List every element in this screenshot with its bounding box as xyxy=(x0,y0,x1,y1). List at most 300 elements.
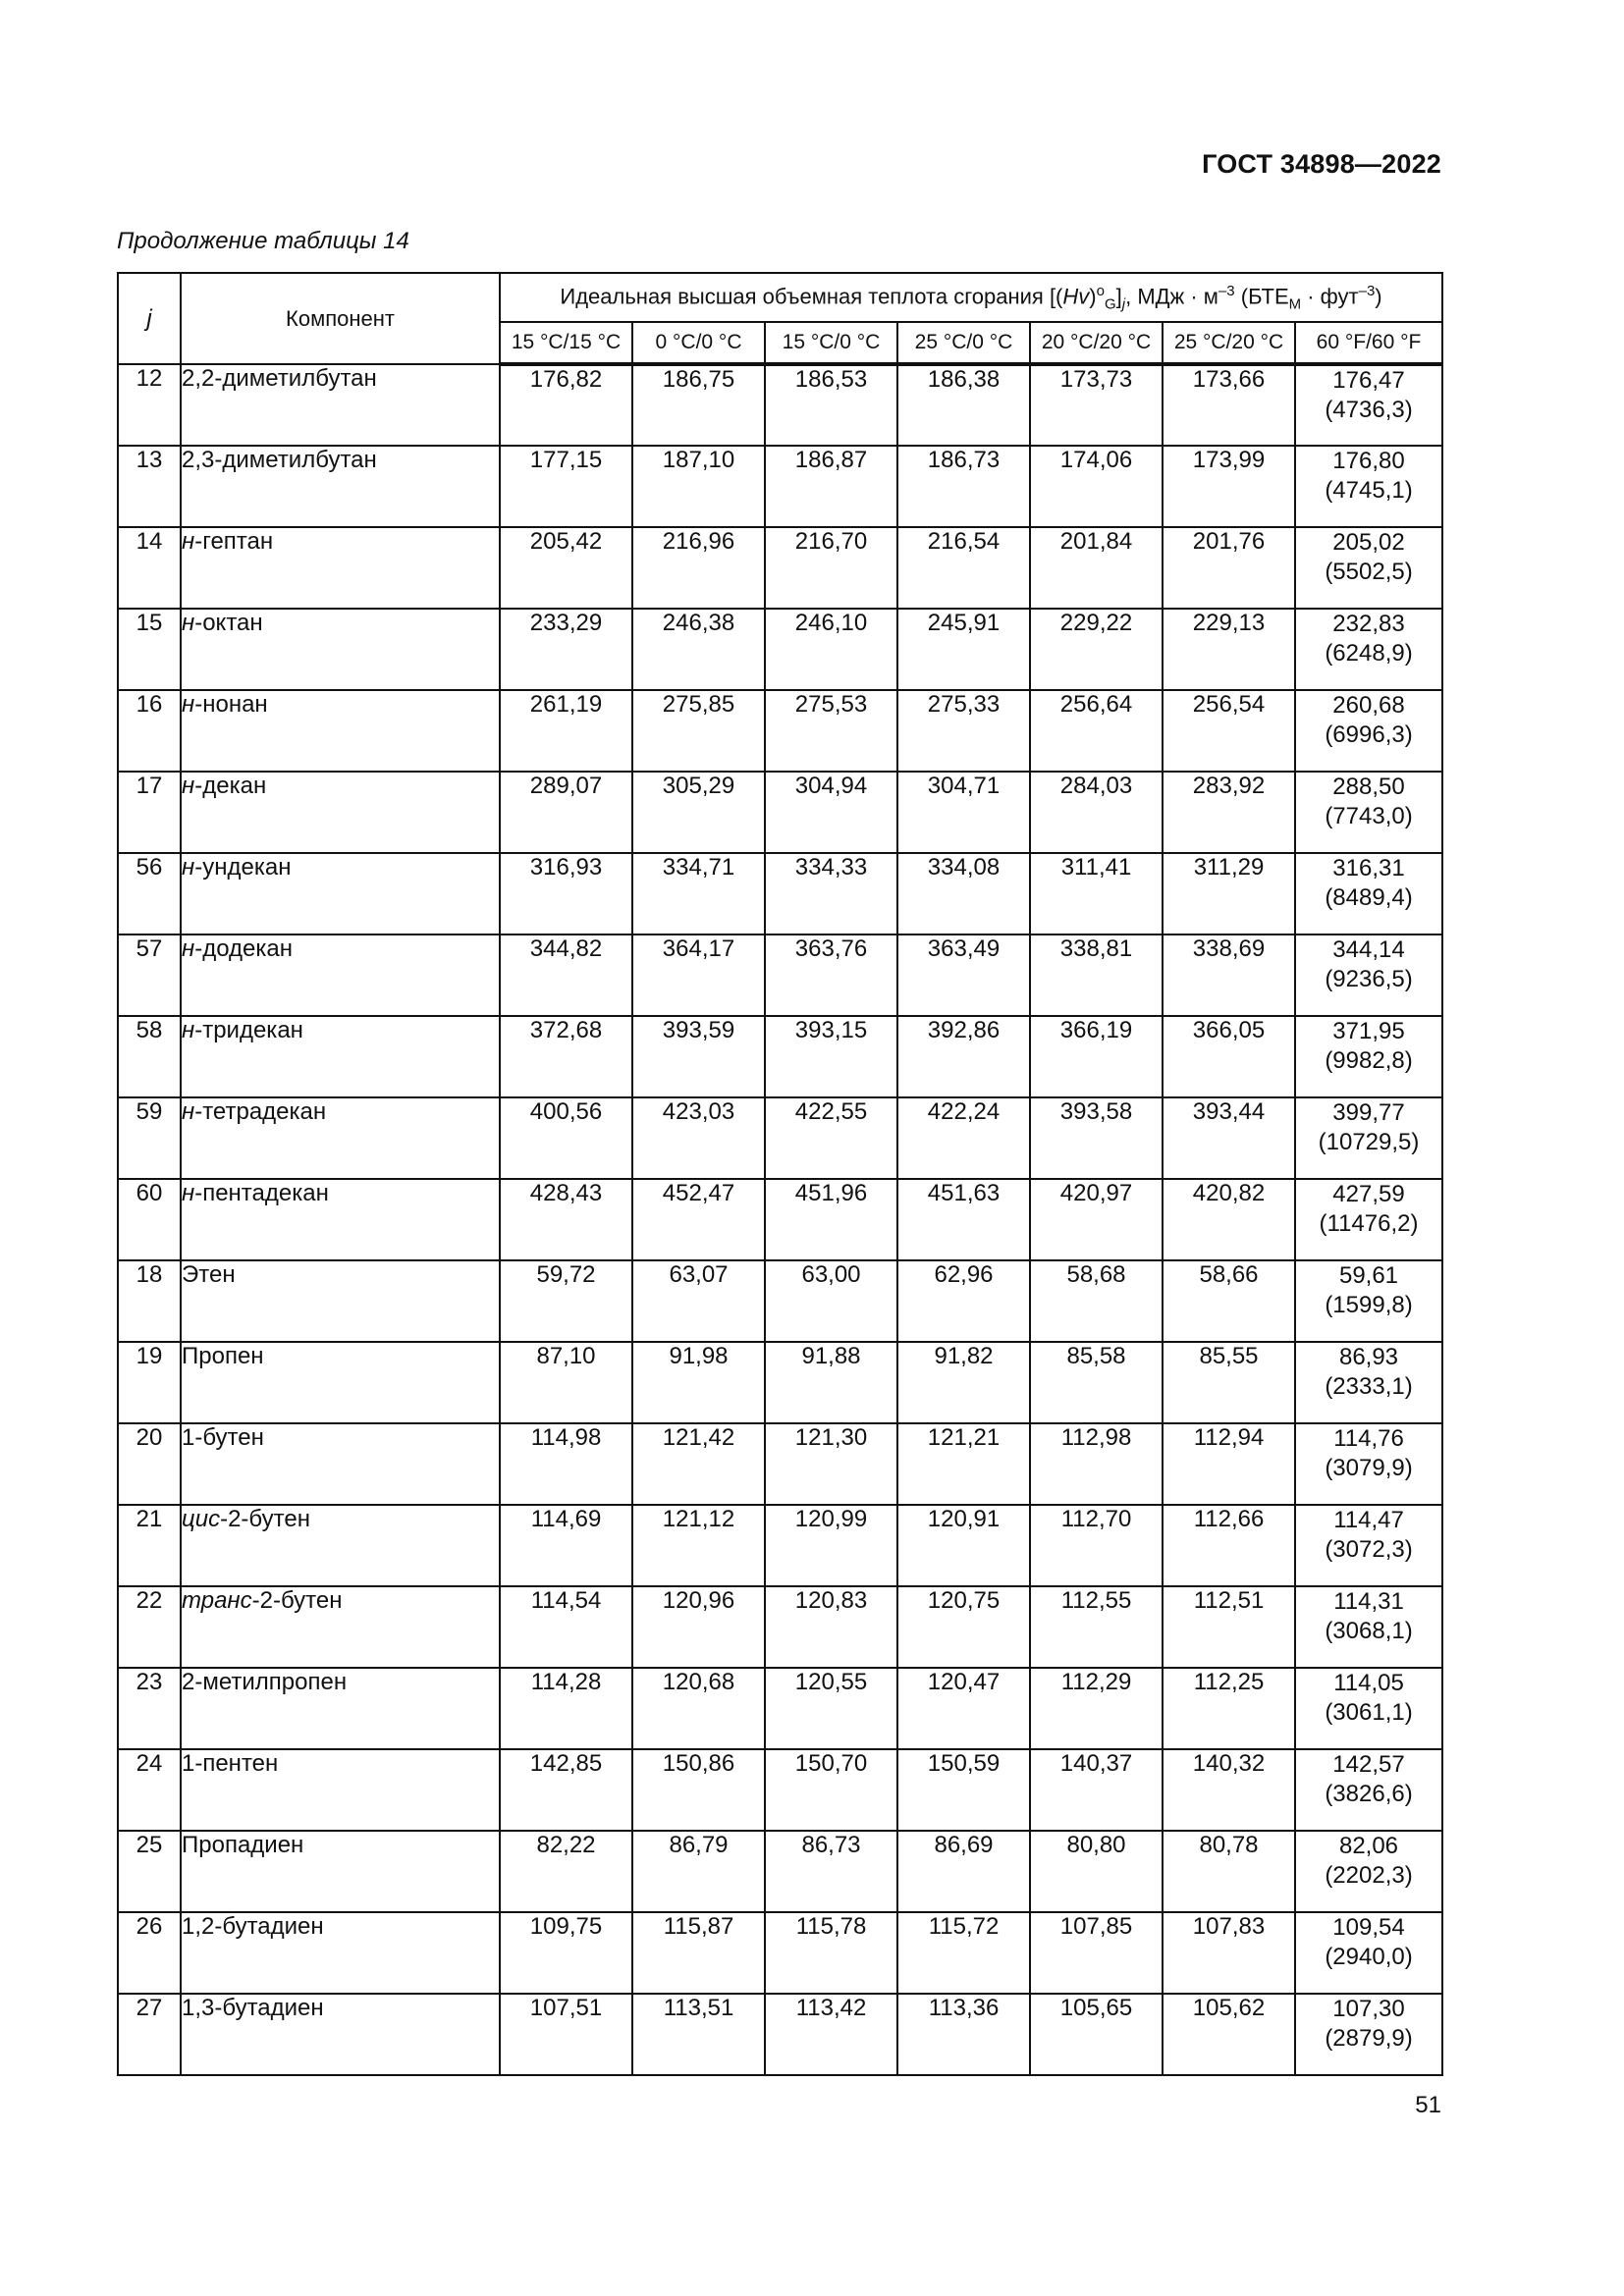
cell-j: 17 xyxy=(118,772,181,853)
document-code: ГОСТ 34898—2022 xyxy=(1202,149,1441,179)
cell-value: 186,75 xyxy=(632,364,765,446)
cell-value: 363,49 xyxy=(897,934,1030,1016)
component-name: 2-метилпропен xyxy=(182,1669,348,1695)
cell-value: 393,44 xyxy=(1163,1097,1295,1179)
cell-value: 201,76 xyxy=(1163,527,1295,609)
cell-value: 121,42 xyxy=(632,1423,765,1505)
cell-value: 246,38 xyxy=(632,609,765,690)
cell-value: 275,33 xyxy=(897,690,1030,772)
value-btu: (8489,4) xyxy=(1325,884,1413,911)
component-name: -2-бутен xyxy=(251,1587,343,1614)
cell-component xyxy=(181,446,500,527)
value-mj: 176,47 xyxy=(1332,367,1405,394)
cell-value: 338,81 xyxy=(1030,934,1163,1016)
cell-value: 229,13 xyxy=(1163,609,1295,690)
component-name: 1-бутен xyxy=(182,1424,264,1451)
cell-value-60f xyxy=(1295,1668,1442,1749)
table-row xyxy=(118,1749,1442,1831)
component-prefix: н xyxy=(182,773,195,799)
cell-value: 452,47 xyxy=(632,1179,765,1260)
cell-value: 58,66 xyxy=(1163,1260,1295,1342)
cell-component xyxy=(181,1179,500,1260)
value-mj: 371,95 xyxy=(1332,1018,1405,1044)
heat-units-sub: М xyxy=(1288,295,1302,313)
cell-value: 114,28 xyxy=(500,1668,632,1749)
component-prefix: н xyxy=(182,528,195,555)
component-prefix: н xyxy=(182,1098,195,1125)
value-mj: 176,80 xyxy=(1332,448,1405,474)
component-name: Этен xyxy=(182,1261,236,1288)
component-name: Пропадиен xyxy=(182,1832,304,1858)
cell-value: 334,08 xyxy=(897,853,1030,934)
condition-header: 20 °C/20 °C xyxy=(1030,322,1163,364)
value-btu: (3079,9) xyxy=(1325,1455,1413,1481)
cell-value: 334,71 xyxy=(632,853,765,934)
cell-value: 112,55 xyxy=(1030,1586,1163,1668)
cell-value: 86,79 xyxy=(632,1831,765,1912)
cell-value: 59,72 xyxy=(500,1260,632,1342)
cell-value: 261,19 xyxy=(500,690,632,772)
cell-value: 422,55 xyxy=(765,1097,897,1179)
cell-component xyxy=(181,1260,500,1342)
value-btu: (9982,8) xyxy=(1325,1047,1413,1074)
cell-value: 150,86 xyxy=(632,1749,765,1831)
component-name: -пентадекан xyxy=(194,1180,329,1206)
heat-units-b: (БТЕ xyxy=(1234,283,1289,308)
cell-j: 21 xyxy=(118,1505,181,1586)
value-btu: (2333,1) xyxy=(1325,1373,1413,1400)
heat-sub-j: j xyxy=(1121,295,1126,313)
value-mj: 260,68 xyxy=(1332,692,1405,719)
condition-header: 25 °C/20 °C xyxy=(1163,322,1295,364)
cell-component xyxy=(181,1423,500,1505)
cell-value: 121,21 xyxy=(897,1423,1030,1505)
cell-component xyxy=(181,609,500,690)
component-name: 1,3-бутадиен xyxy=(182,1995,324,2021)
cell-value: 113,51 xyxy=(632,1994,765,2075)
cell-value: 256,64 xyxy=(1030,690,1163,772)
table-row xyxy=(118,1423,1442,1505)
cell-value: 186,53 xyxy=(765,364,897,446)
value-btu: (2940,0) xyxy=(1325,1944,1413,1970)
cell-value: 150,70 xyxy=(765,1749,897,1831)
component-name: -тридекан xyxy=(194,1017,303,1043)
value-btu: (10729,5) xyxy=(1318,1129,1420,1155)
cell-j: 12 xyxy=(118,364,181,446)
cell-value: 229,22 xyxy=(1030,609,1163,690)
cell-value: 173,66 xyxy=(1163,364,1295,446)
cell-value: 80,78 xyxy=(1163,1831,1295,1912)
cell-value: 392,86 xyxy=(897,1016,1030,1097)
cell-value-60f xyxy=(1295,1260,1442,1342)
value-mj: 107,30 xyxy=(1332,1996,1405,2022)
table-row xyxy=(118,364,1442,446)
cell-value: 121,12 xyxy=(632,1505,765,1586)
heat-sup-o: o xyxy=(1096,282,1105,299)
cell-value: 283,92 xyxy=(1163,772,1295,853)
cell-value: 187,10 xyxy=(632,446,765,527)
component-name: 2,2-диметилбутан xyxy=(182,365,377,392)
cell-component xyxy=(181,1749,500,1831)
value-btu: (4736,3) xyxy=(1325,397,1413,423)
cell-value: 316,93 xyxy=(500,853,632,934)
value-mj: 114,47 xyxy=(1333,1507,1404,1533)
column-header-j: j xyxy=(118,273,181,364)
cell-value: 423,03 xyxy=(632,1097,765,1179)
value-mj: 232,83 xyxy=(1332,611,1405,637)
cell-value: 120,47 xyxy=(897,1668,1030,1749)
cell-value: 87,10 xyxy=(500,1342,632,1423)
table-row xyxy=(118,1342,1442,1423)
cell-j: 22 xyxy=(118,1586,181,1668)
value-btu: (2879,9) xyxy=(1325,2025,1413,2052)
cell-value: 112,70 xyxy=(1030,1505,1163,1586)
value-mj: 114,31 xyxy=(1333,1588,1404,1615)
cell-value: 216,70 xyxy=(765,527,897,609)
cell-component xyxy=(181,364,500,446)
cell-value: 80,80 xyxy=(1030,1831,1163,1912)
cell-j: 56 xyxy=(118,853,181,934)
component-name: -ундекан xyxy=(194,854,292,881)
value-mj: 59,61 xyxy=(1338,1262,1399,1289)
component-prefix: н xyxy=(182,1180,195,1206)
cell-value: 216,54 xyxy=(897,527,1030,609)
cell-j: 25 xyxy=(118,1831,181,1912)
value-mj: 344,14 xyxy=(1332,936,1405,963)
cell-value: 120,83 xyxy=(765,1586,897,1668)
cell-value: 62,96 xyxy=(897,1260,1030,1342)
cell-component xyxy=(181,1668,500,1749)
cell-value: 422,24 xyxy=(897,1097,1030,1179)
component-name: 2,3-диметилбутан xyxy=(182,447,377,473)
table-row xyxy=(118,1586,1442,1668)
value-mj: 109,54 xyxy=(1332,1914,1405,1941)
cell-value: 366,19 xyxy=(1030,1016,1163,1097)
component-name: Пропен xyxy=(182,1343,264,1369)
cell-value: 112,29 xyxy=(1030,1668,1163,1749)
table-row xyxy=(118,934,1442,1016)
table-caption: Продолжение таблицы 14 xyxy=(117,228,409,254)
table-row xyxy=(118,853,1442,934)
cell-value: 174,06 xyxy=(1030,446,1163,527)
value-btu: (4745,1) xyxy=(1325,477,1413,504)
cell-value: 114,98 xyxy=(500,1423,632,1505)
cell-value-60f xyxy=(1295,446,1442,527)
value-mj: 114,05 xyxy=(1333,1670,1404,1696)
cell-value: 256,54 xyxy=(1163,690,1295,772)
value-btu: (3068,1) xyxy=(1325,1618,1413,1644)
component-name: -додекан xyxy=(194,935,294,962)
cell-value: 176,82 xyxy=(500,364,632,446)
component-prefix: н xyxy=(182,854,195,881)
cell-value-60f xyxy=(1295,1505,1442,1586)
cell-value-60f xyxy=(1295,1912,1442,1994)
cell-value: 275,85 xyxy=(632,690,765,772)
cell-value-60f xyxy=(1295,934,1442,1016)
cell-value-60f xyxy=(1295,1831,1442,1912)
cell-value-60f xyxy=(1295,364,1442,446)
cell-j: 58 xyxy=(118,1016,181,1097)
cell-value: 58,68 xyxy=(1030,1260,1163,1342)
cell-value: 275,53 xyxy=(765,690,897,772)
table-row xyxy=(118,1179,1442,1260)
component-prefix: н xyxy=(182,1017,195,1043)
cell-value: 115,78 xyxy=(765,1912,897,1994)
value-mj: 142,57 xyxy=(1332,1751,1405,1778)
cell-value: 344,82 xyxy=(500,934,632,1016)
cell-value: 420,82 xyxy=(1163,1179,1295,1260)
condition-header: 0 °C/0 °C xyxy=(632,322,765,364)
cell-value: 91,88 xyxy=(765,1342,897,1423)
cell-value: 140,32 xyxy=(1163,1749,1295,1831)
cell-value: 364,17 xyxy=(632,934,765,1016)
cell-value: 120,91 xyxy=(897,1505,1030,1586)
cell-value: 311,41 xyxy=(1030,853,1163,934)
cell-value: 150,59 xyxy=(897,1749,1030,1831)
cell-value: 115,87 xyxy=(632,1912,765,1994)
cell-value: 91,82 xyxy=(897,1342,1030,1423)
column-header-component: Компонент xyxy=(181,273,500,364)
cell-value: 451,63 xyxy=(897,1179,1030,1260)
cell-value: 107,85 xyxy=(1030,1912,1163,1994)
cell-value: 86,69 xyxy=(897,1831,1030,1912)
cell-component xyxy=(181,934,500,1016)
cell-component xyxy=(181,690,500,772)
component-prefix: н xyxy=(182,691,195,718)
cell-value: 109,75 xyxy=(500,1912,632,1994)
component-name: -октан xyxy=(194,610,263,636)
cell-value: 420,97 xyxy=(1030,1179,1163,1260)
cell-value: 115,72 xyxy=(897,1912,1030,1994)
component-name: -декан xyxy=(194,773,267,799)
cell-value: 113,42 xyxy=(765,1994,897,2075)
value-btu: (3061,1) xyxy=(1325,1699,1413,1726)
cell-value: 173,99 xyxy=(1163,446,1295,527)
cell-value-60f xyxy=(1295,1016,1442,1097)
cell-component xyxy=(181,1912,500,1994)
cell-value: 112,66 xyxy=(1163,1505,1295,1586)
value-btu: (3072,3) xyxy=(1325,1536,1413,1563)
value-mj: 205,02 xyxy=(1332,529,1405,556)
cell-value: 393,15 xyxy=(765,1016,897,1097)
cell-value: 304,71 xyxy=(897,772,1030,853)
cell-component xyxy=(181,1342,500,1423)
table-row xyxy=(118,527,1442,609)
value-btu: (6248,9) xyxy=(1325,640,1413,667)
cell-value: 305,29 xyxy=(632,772,765,853)
cell-component xyxy=(181,1016,500,1097)
cell-value: 205,42 xyxy=(500,527,632,609)
cell-value: 86,73 xyxy=(765,1831,897,1912)
cell-j: 26 xyxy=(118,1912,181,1994)
cell-value: 85,58 xyxy=(1030,1342,1163,1423)
cell-component xyxy=(181,772,500,853)
page-number: 51 xyxy=(1415,2092,1441,2118)
cell-value: 142,85 xyxy=(500,1749,632,1831)
cell-value: 284,03 xyxy=(1030,772,1163,853)
condition-header: 60 °F/60 °F xyxy=(1295,322,1442,364)
component-prefix: цис xyxy=(182,1506,221,1532)
value-mj: 427,59 xyxy=(1332,1181,1405,1207)
table-row xyxy=(118,772,1442,853)
value-btu: (7743,0) xyxy=(1325,803,1413,829)
cell-component xyxy=(181,527,500,609)
cell-value: 201,84 xyxy=(1030,527,1163,609)
cell-value-60f xyxy=(1295,527,1442,609)
cell-value: 451,96 xyxy=(765,1179,897,1260)
value-btu: (9236,5) xyxy=(1325,966,1413,992)
cell-value: 120,75 xyxy=(897,1586,1030,1668)
heat-hv: Hv xyxy=(1062,283,1090,308)
table-row xyxy=(118,1831,1442,1912)
cell-value: 233,29 xyxy=(500,609,632,690)
cell-value: 105,62 xyxy=(1163,1994,1295,2075)
heat-prefix: Идеальная высшая объемная теплота сгорания [( xyxy=(560,283,1063,308)
cell-value: 112,51 xyxy=(1163,1586,1295,1668)
cell-value-60f xyxy=(1295,1423,1442,1505)
cell-value: 428,43 xyxy=(500,1179,632,1260)
cell-value: 366,05 xyxy=(1163,1016,1295,1097)
cell-value: 63,07 xyxy=(632,1260,765,1342)
cell-value: 400,56 xyxy=(500,1097,632,1179)
heat-units-d: ) xyxy=(1375,283,1382,308)
table-row xyxy=(118,690,1442,772)
condition-header: 15 °C/0 °C xyxy=(765,322,897,364)
cell-j: 60 xyxy=(118,1179,181,1260)
cell-value-60f xyxy=(1295,690,1442,772)
value-btu: (1599,8) xyxy=(1325,1292,1413,1318)
cell-value-60f xyxy=(1295,1342,1442,1423)
value-mj: 86,93 xyxy=(1338,1344,1399,1370)
cell-value-60f xyxy=(1295,1586,1442,1668)
component-prefix: н xyxy=(182,610,195,636)
heat-of-combustion-table xyxy=(117,272,1443,2076)
heat-sub-g: G xyxy=(1104,295,1116,313)
heat-units-exp: –3 xyxy=(1218,282,1235,299)
cell-value: 393,59 xyxy=(632,1016,765,1097)
cell-value: 82,22 xyxy=(500,1831,632,1912)
value-mj: 114,76 xyxy=(1333,1425,1404,1452)
heat-units-a: , МДж · м xyxy=(1125,283,1218,308)
cell-j: 19 xyxy=(118,1342,181,1423)
cell-component xyxy=(181,1505,500,1586)
cell-value: 177,15 xyxy=(500,446,632,527)
cell-j: 23 xyxy=(118,1668,181,1749)
component-name: -нонан xyxy=(194,691,268,718)
cell-value: 363,76 xyxy=(765,934,897,1016)
cell-value: 372,68 xyxy=(500,1016,632,1097)
cell-value-60f xyxy=(1295,1179,1442,1260)
cell-component xyxy=(181,1586,500,1668)
value-mj: 82,06 xyxy=(1338,1833,1399,1859)
cell-value-60f xyxy=(1295,1994,1442,2075)
condition-header: 15 °C/15 °C xyxy=(500,322,632,364)
cell-value: 105,65 xyxy=(1030,1994,1163,2075)
cell-j: 15 xyxy=(118,609,181,690)
cell-value: 338,69 xyxy=(1163,934,1295,1016)
table-row xyxy=(118,1668,1442,1749)
table-row xyxy=(118,1505,1442,1586)
cell-value: 107,51 xyxy=(500,1994,632,2075)
cell-j: 18 xyxy=(118,1260,181,1342)
table-row xyxy=(118,1097,1442,1179)
cell-value: 393,58 xyxy=(1030,1097,1163,1179)
cell-j: 20 xyxy=(118,1423,181,1505)
cell-component xyxy=(181,1994,500,2075)
cell-value-60f xyxy=(1295,1097,1442,1179)
cell-j: 59 xyxy=(118,1097,181,1179)
cell-value: 91,98 xyxy=(632,1342,765,1423)
cell-value: 120,55 xyxy=(765,1668,897,1749)
cell-value: 107,83 xyxy=(1163,1912,1295,1994)
table-row xyxy=(118,1994,1442,2075)
cell-value: 289,07 xyxy=(500,772,632,853)
cell-value-60f xyxy=(1295,853,1442,934)
cell-value: 114,54 xyxy=(500,1586,632,1668)
column-header-heat: Идеальная высшая объемная теплота сгорания $[(Hv)^o_G]_j$, МДж · $м^{-3}$ $(БТЕ_М \cdot фут^{-3})$ xyxy=(500,273,1442,322)
heat-units-c: · фут xyxy=(1301,283,1359,308)
component-prefix: транс xyxy=(182,1587,252,1614)
component-name: -2-бутен xyxy=(220,1506,310,1532)
component-name: -тетрадекан xyxy=(194,1098,327,1125)
cell-value: 120,96 xyxy=(632,1586,765,1668)
value-btu: (6996,3) xyxy=(1325,721,1413,748)
value-btu: (5502,5) xyxy=(1325,559,1413,585)
cell-value: 120,68 xyxy=(632,1668,765,1749)
value-btu: (11476,2) xyxy=(1319,1210,1419,1237)
condition-header: 25 °C/0 °C xyxy=(897,322,1030,364)
table-row xyxy=(118,446,1442,527)
component-prefix: н xyxy=(182,935,195,962)
heat-units-exp2: –3 xyxy=(1358,282,1376,299)
cell-value: 334,33 xyxy=(765,853,897,934)
cell-value: 121,30 xyxy=(765,1423,897,1505)
cell-value: 186,87 xyxy=(765,446,897,527)
value-mj: 316,31 xyxy=(1332,855,1405,881)
cell-value: 63,00 xyxy=(765,1260,897,1342)
cell-j: 13 xyxy=(118,446,181,527)
table-row xyxy=(118,1016,1442,1097)
value-btu: (3826,6) xyxy=(1325,1781,1413,1807)
cell-value-60f xyxy=(1295,609,1442,690)
cell-component xyxy=(181,853,500,934)
cell-value: 114,69 xyxy=(500,1505,632,1586)
cell-value-60f xyxy=(1295,772,1442,853)
cell-value: 112,98 xyxy=(1030,1423,1163,1505)
cell-value: 245,91 xyxy=(897,609,1030,690)
cell-value: 112,25 xyxy=(1163,1668,1295,1749)
cell-component xyxy=(181,1831,500,1912)
value-btu: (2202,3) xyxy=(1325,1862,1413,1889)
component-name: -гептан xyxy=(194,528,274,555)
value-mj: 399,77 xyxy=(1332,1099,1405,1126)
heat-mid: ] xyxy=(1115,283,1122,308)
cell-value: 173,73 xyxy=(1030,364,1163,446)
cell-j: 14 xyxy=(118,527,181,609)
cell-j: 24 xyxy=(118,1749,181,1831)
cell-value: 186,73 xyxy=(897,446,1030,527)
cell-value: 246,10 xyxy=(765,609,897,690)
table-row xyxy=(118,1260,1442,1342)
cell-value-60f xyxy=(1295,1749,1442,1831)
cell-value: 85,55 xyxy=(1163,1342,1295,1423)
cell-value: 216,96 xyxy=(632,527,765,609)
table-row xyxy=(118,1912,1442,1994)
cell-value: 304,94 xyxy=(765,772,897,853)
component-name: 1,2-бутадиен xyxy=(182,1913,324,1940)
table-row xyxy=(118,609,1442,690)
cell-value: 112,94 xyxy=(1163,1423,1295,1505)
